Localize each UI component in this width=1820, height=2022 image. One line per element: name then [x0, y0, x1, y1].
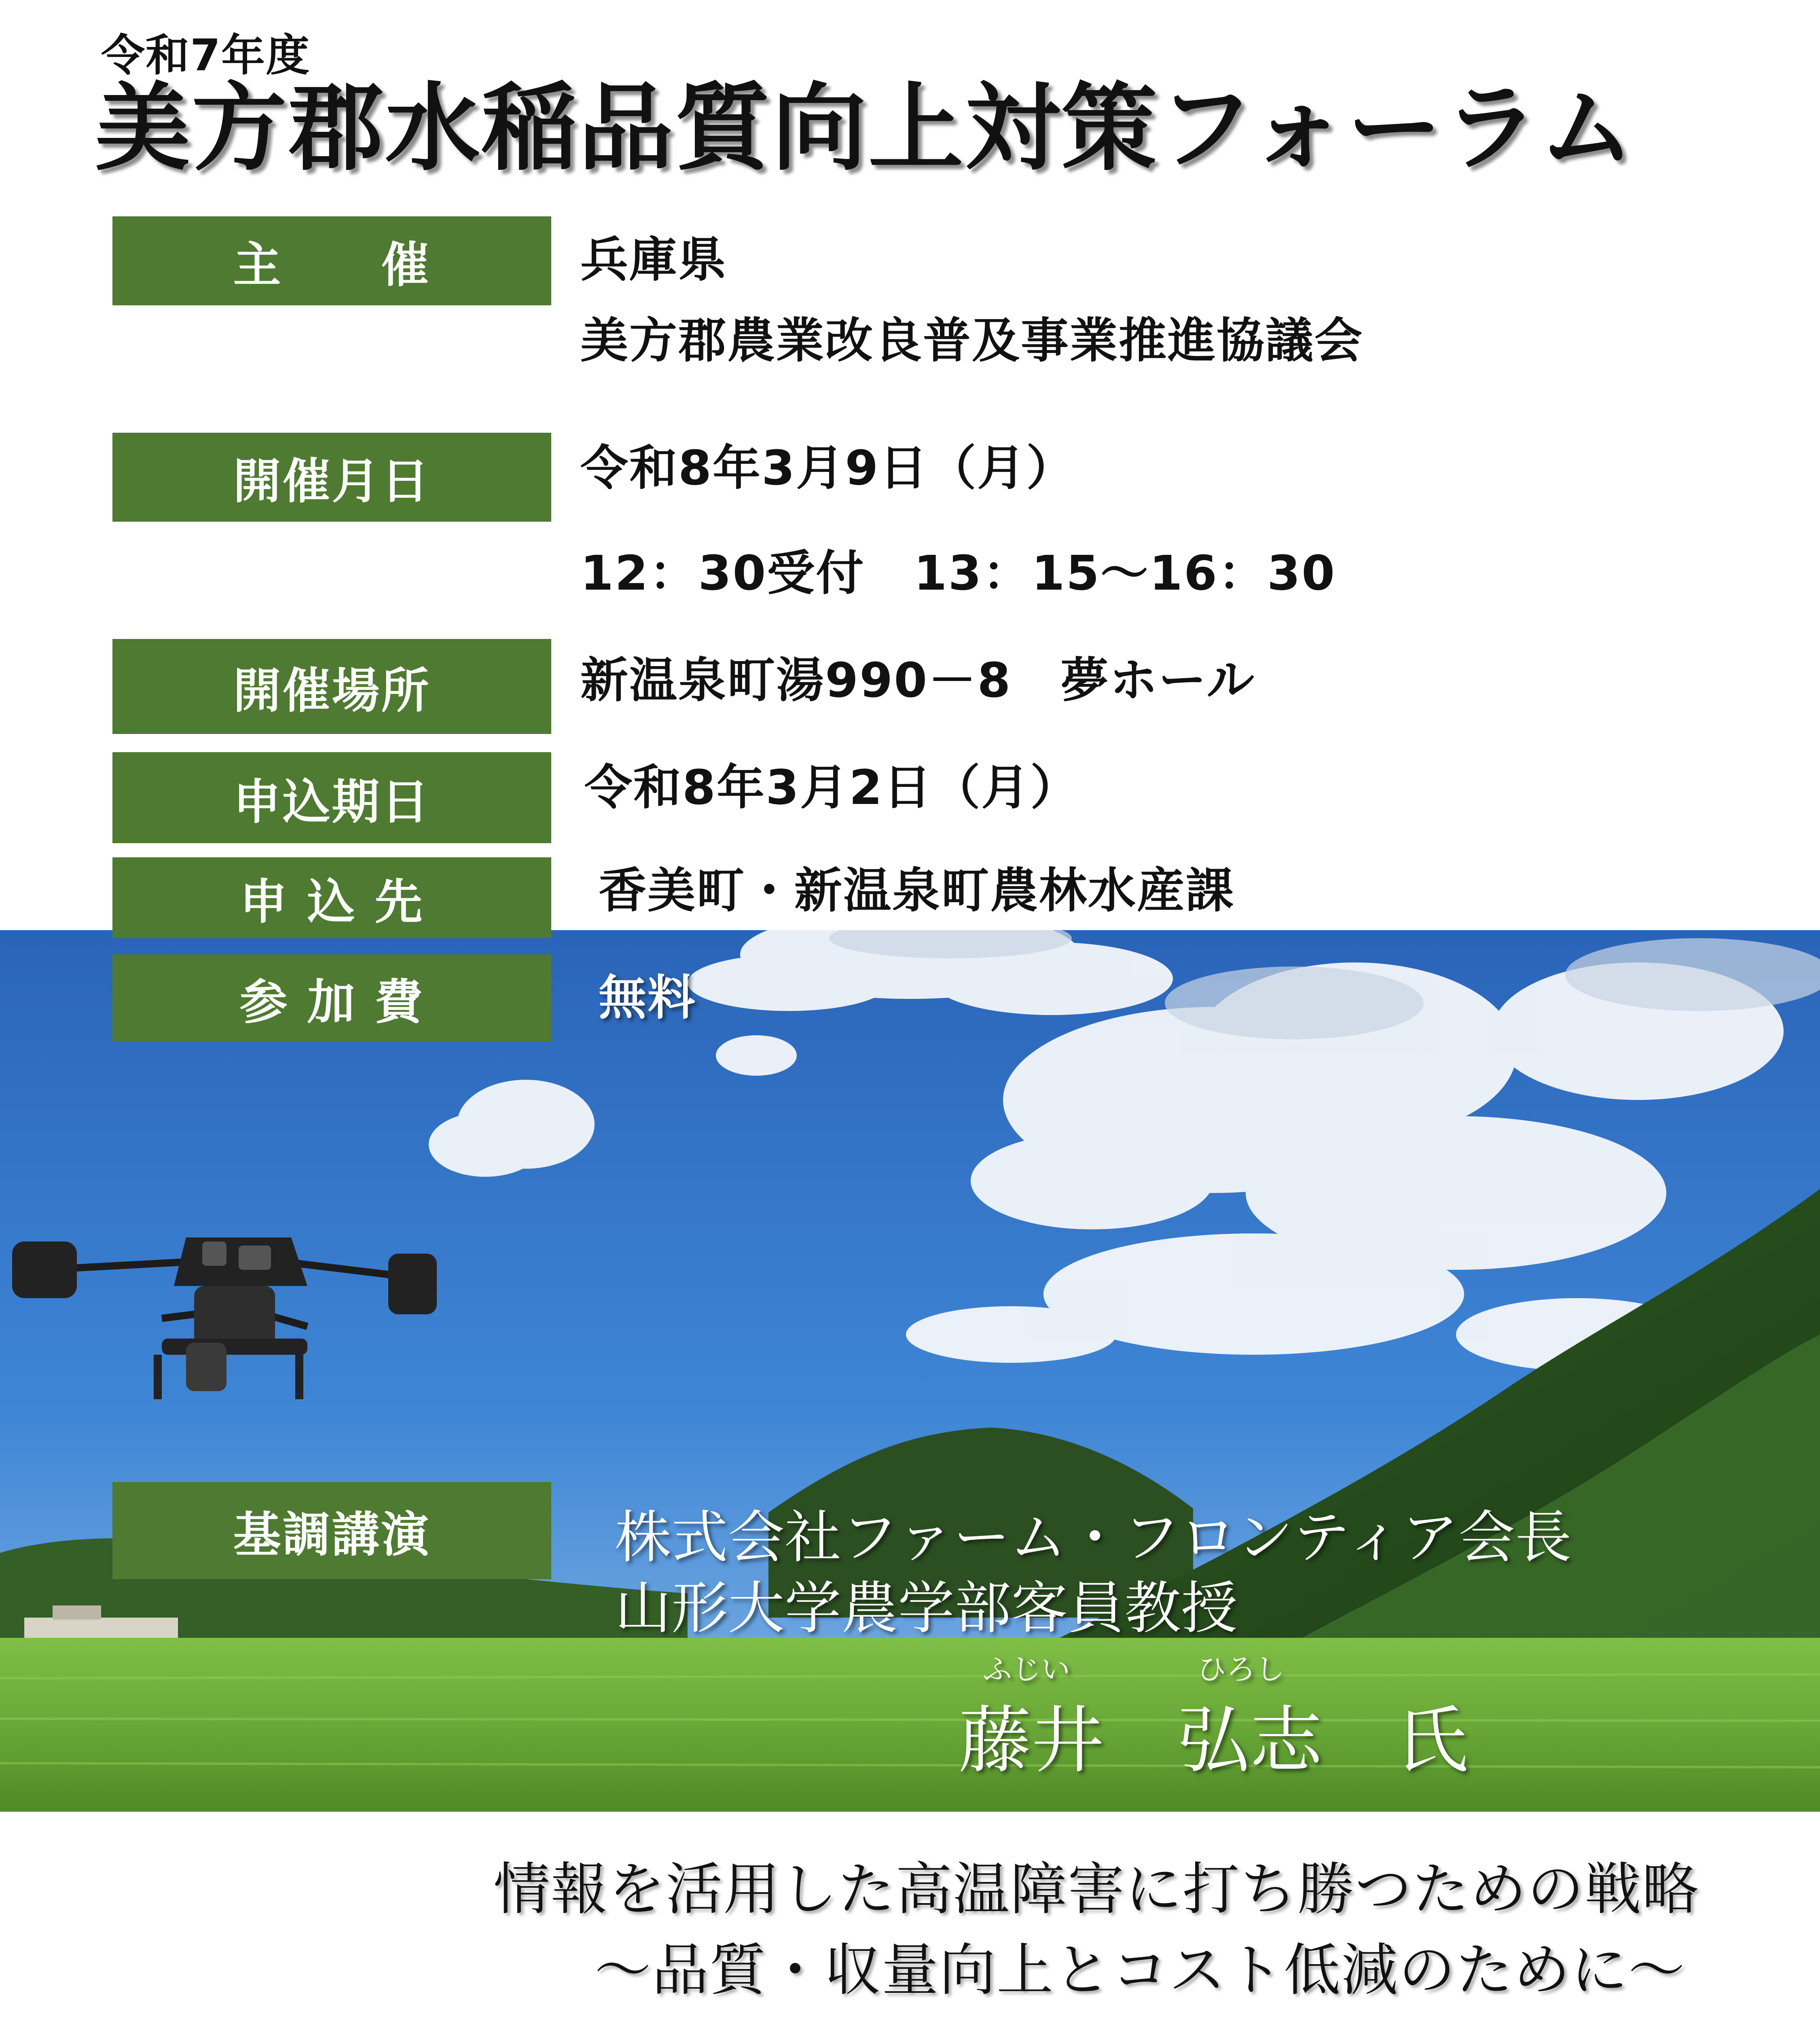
fee-label: 参 加 費	[112, 954, 551, 1041]
speaker-affiliation-1: 株式会社ファーム・フロンティア会長	[615, 1505, 1572, 1571]
event-time: 12：30受付 13：15～16：30	[580, 545, 1336, 601]
fee-value: 無料	[599, 970, 697, 1026]
apply-to-value: 香美町・新温泉町農林水産課	[599, 863, 1235, 918]
speaker-ruby-family: ふじい	[983, 1652, 1071, 1686]
event-date: 令和8年3月9日（月）	[580, 440, 1075, 496]
venue-label: 開催場所	[112, 639, 551, 734]
lecture-theme: 情報を活用した高温障害に打ち勝つための戦略	[493, 1857, 1700, 1923]
speaker-ruby-given: ひろし	[1197, 1652, 1285, 1686]
lecture-subtheme: ～品質・収量向上とコスト低減のために～	[595, 1937, 1686, 2003]
speaker-affiliation-2: 山形大学農学部客員教授	[615, 1576, 1238, 1641]
apply-to-label: 申 込 先	[112, 857, 551, 938]
keynote-label: 基調講演	[112, 1482, 551, 1579]
organizer-line-1: 兵庫県	[580, 232, 728, 288]
forum-title: 美方郡水稲品質向上対策フォーラム	[95, 73, 1636, 184]
event-year: 令和7年度	[101, 30, 311, 81]
deadline-label: 申込期日	[112, 752, 551, 843]
date-label: 開催月日	[112, 433, 551, 522]
speaker-name: 藤井 弘志 氏	[959, 1698, 1469, 1783]
rice-field-drone-photo	[0, 930, 1820, 1812]
organizer-line-2: 美方郡農業改良普及事業推進協議会	[580, 313, 1364, 368]
deadline-value: 令和8年3月2日（月）	[584, 759, 1079, 815]
venue-value: 新温泉町湯990－8 夢ホール	[580, 652, 1256, 708]
organizer-label: 主 催	[112, 216, 551, 305]
